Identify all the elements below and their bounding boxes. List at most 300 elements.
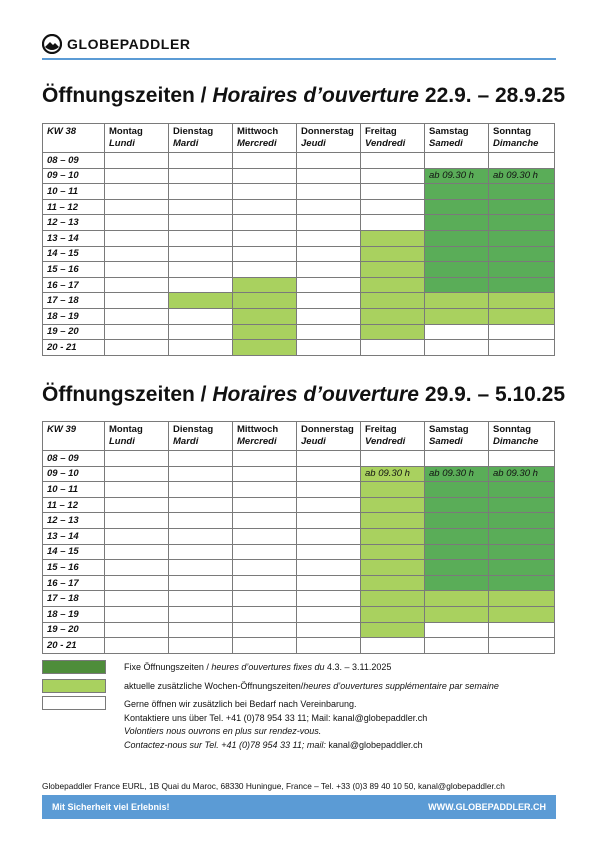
slot-closed [169,528,233,544]
slot-fixed-hours [489,246,555,262]
legend-extra-fr: heures d’ouvertures supplémentaire par semaine [303,681,499,691]
slot-closed [297,544,361,560]
day-name-fr: Dimanche [493,436,539,447]
table-row [43,528,555,544]
slot-closed [233,497,297,513]
day-name-fr: Vendredi [365,138,406,149]
slot-closed [425,153,489,169]
title-dates: 22.9. – 28.9.25 [424,84,566,107]
title-fr: Horaires d’ouverture [212,383,419,406]
table-row [43,497,555,513]
title-dates: 29.9. – 5.10.25 [424,383,566,406]
legend-swatch-fix [42,660,106,674]
day-name-fr: Mardi [173,138,199,149]
day-name-fr: Dimanche [493,138,539,149]
time-slot: 14 – 15 [43,246,105,262]
slot-fixed-hours [425,277,489,293]
slot-fixed-hours [489,560,555,576]
slot-closed [233,451,297,467]
slot-extra-hours [361,575,425,591]
slot-closed [233,575,297,591]
time-slot: 10 – 11 [43,184,105,200]
slot-closed [233,528,297,544]
slot-extra-hours [361,497,425,513]
day-name-de: Donnerstag [301,126,354,137]
legend-none-line4-text: Contactez-nous sur Tel. +41 (0)78 954 33 11; mail: [124,740,329,750]
slot-closed [233,591,297,607]
table-row [43,308,555,324]
slot-fixed-hours [425,575,489,591]
slot-closed [169,340,233,356]
legend-none-line2: Kontaktiere uns über Tel. +41 (0)78 954 33 11; Mail: kanal@globepaddler.ch [124,713,428,723]
slot-closed [233,544,297,560]
slot-extra-hours [489,293,555,309]
slot-closed [105,340,169,356]
slot-fixed-hours [489,513,555,529]
table-row [43,153,555,169]
day-name-de: Donnerstag [301,424,354,435]
day-name-de: Samstag [429,126,469,137]
slot-closed [105,544,169,560]
table-row [43,293,555,309]
day-name-fr: Lundi [109,436,135,447]
day-name-de: Freitag [365,126,397,137]
slot-extra-hours [361,544,425,560]
slot-fixed-hours [425,262,489,278]
slot-closed [489,638,555,654]
day-header [489,422,555,451]
slot-closed [297,638,361,654]
slot-extra-hours [425,308,489,324]
day-name-fr: Mercredi [237,138,277,149]
slot-closed [233,622,297,638]
legend-none-line1: Gerne öffnen wir zusätzlich bei Bedarf nach Vereinbarung. [124,699,357,709]
time-slot: 20 - 21 [43,638,105,654]
slot-closed [169,230,233,246]
slot-closed [233,262,297,278]
table-row [43,262,555,278]
slot-closed [425,451,489,467]
slot-closed [297,606,361,622]
slot-fixed-hours [489,497,555,513]
time-slot: 19 – 20 [43,622,105,638]
slot-closed [169,199,233,215]
day-header [169,422,233,451]
slot-closed [233,184,297,200]
slot-closed [169,215,233,231]
day-header [233,422,297,451]
slot-closed [297,482,361,498]
slot-closed [489,451,555,467]
slot-closed [297,466,361,482]
slot-closed [169,591,233,607]
slot-fixed-hours [489,184,555,200]
time-slot: 20 - 21 [43,340,105,356]
slot-closed [105,199,169,215]
slot-fixed-hours [425,215,489,231]
table-row [43,340,555,356]
slot-closed [105,638,169,654]
slot-fixed-hours [489,199,555,215]
slot-closed [297,340,361,356]
slot-closed [105,277,169,293]
table-row [43,466,555,482]
slot-closed [361,340,425,356]
slot-closed [425,340,489,356]
slot-closed [297,262,361,278]
day-name-fr: Lundi [109,138,135,149]
table-row [43,184,555,200]
day-header [169,124,233,153]
legend-fix [42,660,106,674]
day-name-de: Montag [109,424,143,435]
time-slot: 17 – 18 [43,293,105,309]
slot-closed [297,308,361,324]
slot-closed [105,575,169,591]
slot-closed [297,575,361,591]
slot-closed [105,153,169,169]
slot-closed [489,324,555,340]
table-row [43,622,555,638]
slot-closed [169,560,233,576]
slot-fixed-hours [425,544,489,560]
slot-closed [169,497,233,513]
slot-extra-hours [425,606,489,622]
day-header [489,124,555,153]
day-name-de: Mittwoch [237,424,279,435]
slot-closed [297,528,361,544]
slot-extra-hours [361,528,425,544]
slot-closed [169,262,233,278]
slot-fixed-hours: ab 09.30 h [425,466,489,482]
slot-closed [169,168,233,184]
table-row [43,560,555,576]
slot-extra-hours [361,277,425,293]
slot-closed [233,513,297,529]
slot-closed [489,153,555,169]
header-rule [42,58,556,60]
slot-closed [297,451,361,467]
slot-fixed-hours [489,277,555,293]
day-name-de: Mittwoch [237,126,279,137]
slot-extra-hours [233,308,297,324]
day-header [105,124,169,153]
time-slot: 13 – 14 [43,528,105,544]
slot-closed [361,638,425,654]
slot-fixed-hours [425,513,489,529]
week-number: KW 38 [43,124,105,153]
slot-closed [169,622,233,638]
slot-extra-hours [233,324,297,340]
table-row [43,168,555,184]
slot-closed [169,246,233,262]
slot-fixed-hours [425,246,489,262]
slot-fixed-hours [489,482,555,498]
table-header-row [43,124,555,153]
time-slot: 12 – 13 [43,215,105,231]
slot-closed [105,528,169,544]
day-header [233,124,297,153]
day-name-fr: Samedi [429,436,463,447]
slot-fixed-hours [489,575,555,591]
time-slot: 11 – 12 [43,497,105,513]
time-slot: 09 – 10 [43,466,105,482]
slot-closed [169,513,233,529]
slot-fixed-hours [425,199,489,215]
table-row [43,451,555,467]
day-name-fr: Samedi [429,138,463,149]
slot-closed [169,308,233,324]
time-slot: 12 – 13 [43,513,105,529]
table-row [43,513,555,529]
slot-closed [105,497,169,513]
day-name-de: Samstag [429,424,469,435]
legend-none-line3: Volontiers nous ouvrons en plus sur rendez-vous. [124,726,322,736]
slot-extra-hours [489,308,555,324]
slot-closed [233,638,297,654]
day-name-fr: Mercredi [237,436,277,447]
time-slot: 18 – 19 [43,308,105,324]
title-de: Öffnungszeiten / [42,383,213,406]
slot-closed [105,324,169,340]
footer-website-link[interactable]: WWW.GLOBEPADDLER.CH [428,802,546,812]
slot-closed [105,482,169,498]
slot-closed [297,184,361,200]
slot-closed [169,153,233,169]
legend-extra [42,679,106,693]
slot-extra-hours [169,293,233,309]
day-header [425,124,489,153]
slot-closed [297,153,361,169]
slot-extra-hours [361,622,425,638]
slot-closed [297,199,361,215]
slot-extra-hours [361,230,425,246]
slot-closed [169,466,233,482]
slot-closed [489,622,555,638]
time-slot: 16 – 17 [43,277,105,293]
legend-fix-fr: heures d’ouvertures fixes du [211,662,325,672]
slot-extra-hours [361,308,425,324]
time-slot: 11 – 12 [43,199,105,215]
title-de: Öffnungszeiten / [42,84,213,107]
slot-closed [361,184,425,200]
title-fr: Horaires d’ouverture [212,84,419,107]
slot-closed [425,638,489,654]
slot-extra-hours [361,591,425,607]
legend-none [42,696,106,710]
slot-closed [297,497,361,513]
slot-closed [233,153,297,169]
time-slot: 16 – 17 [43,575,105,591]
legend-swatch-extra [42,679,106,693]
slot-fixed-hours [489,215,555,231]
day-header [361,124,425,153]
table-row [43,606,555,622]
slot-extra-hours [361,246,425,262]
slot-closed [297,622,361,638]
slot-closed [297,230,361,246]
day-name-fr: Mardi [173,436,199,447]
slot-closed [105,513,169,529]
slot-closed [233,560,297,576]
table-row [43,575,555,591]
time-slot: 09 – 10 [43,168,105,184]
slot-fixed-hours [425,230,489,246]
slot-closed [297,560,361,576]
day-header [361,422,425,451]
table-row [43,215,555,231]
legend-fix-dates: 4.3. – 3.11.2025 [324,662,392,672]
globe-logo-icon [42,34,62,54]
day-header [425,422,489,451]
day-name-de: Dienstag [173,126,214,137]
table-row [43,544,555,560]
time-slot: 14 – 15 [43,544,105,560]
slot-fixed-hours: ab 09.30 h [425,168,489,184]
slot-closed [233,215,297,231]
day-header [297,124,361,153]
slot-closed [105,168,169,184]
table-row [43,246,555,262]
slot-fixed-hours [425,560,489,576]
time-slot: 15 – 16 [43,262,105,278]
slot-closed [361,451,425,467]
slot-extra-hours [361,560,425,576]
slot-fixed-hours: ab 09.30 h [489,168,555,184]
time-slot: 10 – 11 [43,482,105,498]
slot-extra-hours: ab 09.30 h [361,466,425,482]
slot-extra-hours [361,262,425,278]
slot-extra-hours [489,606,555,622]
slot-closed [169,451,233,467]
slot-closed [105,451,169,467]
slot-closed [169,638,233,654]
day-name-de: Sonntag [493,126,531,137]
table-row [43,482,555,498]
slot-closed [233,482,297,498]
slot-closed [425,622,489,638]
slot-extra-hours [361,513,425,529]
slot-closed [169,575,233,591]
slot-closed [425,324,489,340]
slot-extra-hours [361,324,425,340]
schedule-table [42,123,555,356]
schedule-table [42,421,555,654]
slot-closed [233,246,297,262]
slot-extra-hours [233,293,297,309]
legend-none-line4 [124,740,423,750]
slot-extra-hours [361,606,425,622]
table-row [43,230,555,246]
slot-extra-hours [233,277,297,293]
slot-closed [361,215,425,231]
table-row [43,638,555,654]
slot-closed [105,184,169,200]
slot-closed [105,293,169,309]
footer-slogan: Mit Sicherheit viel Erlebnis! [52,802,170,812]
slot-closed [105,591,169,607]
slot-closed [105,230,169,246]
slot-closed [169,606,233,622]
slot-closed [105,606,169,622]
week-title [42,383,565,407]
legend-extra-label [124,681,499,691]
slot-closed [169,482,233,498]
legend-mail-link[interactable]: kanal@globepaddler.ch [328,740,423,750]
legend-fix-de: Fixe Öffnungszeiten / [124,662,212,672]
slot-closed [233,230,297,246]
slot-fixed-hours [489,230,555,246]
slot-closed [169,184,233,200]
slot-fixed-hours [425,184,489,200]
day-name-fr: Vendredi [365,436,406,447]
table-row [43,277,555,293]
slot-closed [105,262,169,278]
day-name-de: Dienstag [173,424,214,435]
slot-extra-hours [361,482,425,498]
slot-fixed-hours [489,528,555,544]
slot-fixed-hours [425,528,489,544]
brand-name: GLOBEPADDLER [67,36,191,52]
slot-closed [105,308,169,324]
day-name-de: Sonntag [493,424,531,435]
slot-closed [233,168,297,184]
week-number: KW 39 [43,422,105,451]
slot-closed [105,622,169,638]
slot-fixed-hours [425,482,489,498]
day-name-de: Montag [109,126,143,137]
time-slot: 15 – 16 [43,560,105,576]
slot-extra-hours [233,340,297,356]
slot-extra-hours [489,591,555,607]
slot-extra-hours [361,293,425,309]
slot-closed [297,591,361,607]
slot-closed [169,324,233,340]
slot-closed [297,277,361,293]
slot-closed [361,168,425,184]
time-slot: 08 – 09 [43,153,105,169]
table-row [43,591,555,607]
slot-closed [105,246,169,262]
time-slot: 17 – 18 [43,591,105,607]
day-header [297,422,361,451]
legend-fix-label [124,662,391,672]
slot-fixed-hours [489,544,555,560]
slot-closed [297,168,361,184]
slot-fixed-hours [489,262,555,278]
slot-closed [361,153,425,169]
slot-closed [361,199,425,215]
time-slot: 18 – 19 [43,606,105,622]
slot-fixed-hours: ab 09.30 h [489,466,555,482]
time-slot: 19 – 20 [43,324,105,340]
slot-closed [297,513,361,529]
time-slot: 08 – 09 [43,451,105,467]
day-name-de: Freitag [365,424,397,435]
week-title [42,84,565,108]
table-header-row [43,422,555,451]
slot-closed [169,544,233,560]
brand-logo [42,34,191,54]
legend-swatch-none [42,696,106,710]
slot-closed [233,606,297,622]
slot-closed [233,466,297,482]
day-name-fr: Jeudi [301,436,326,447]
footer-bar [42,795,556,819]
slot-closed [297,215,361,231]
slot-closed [233,199,297,215]
slot-closed [105,466,169,482]
